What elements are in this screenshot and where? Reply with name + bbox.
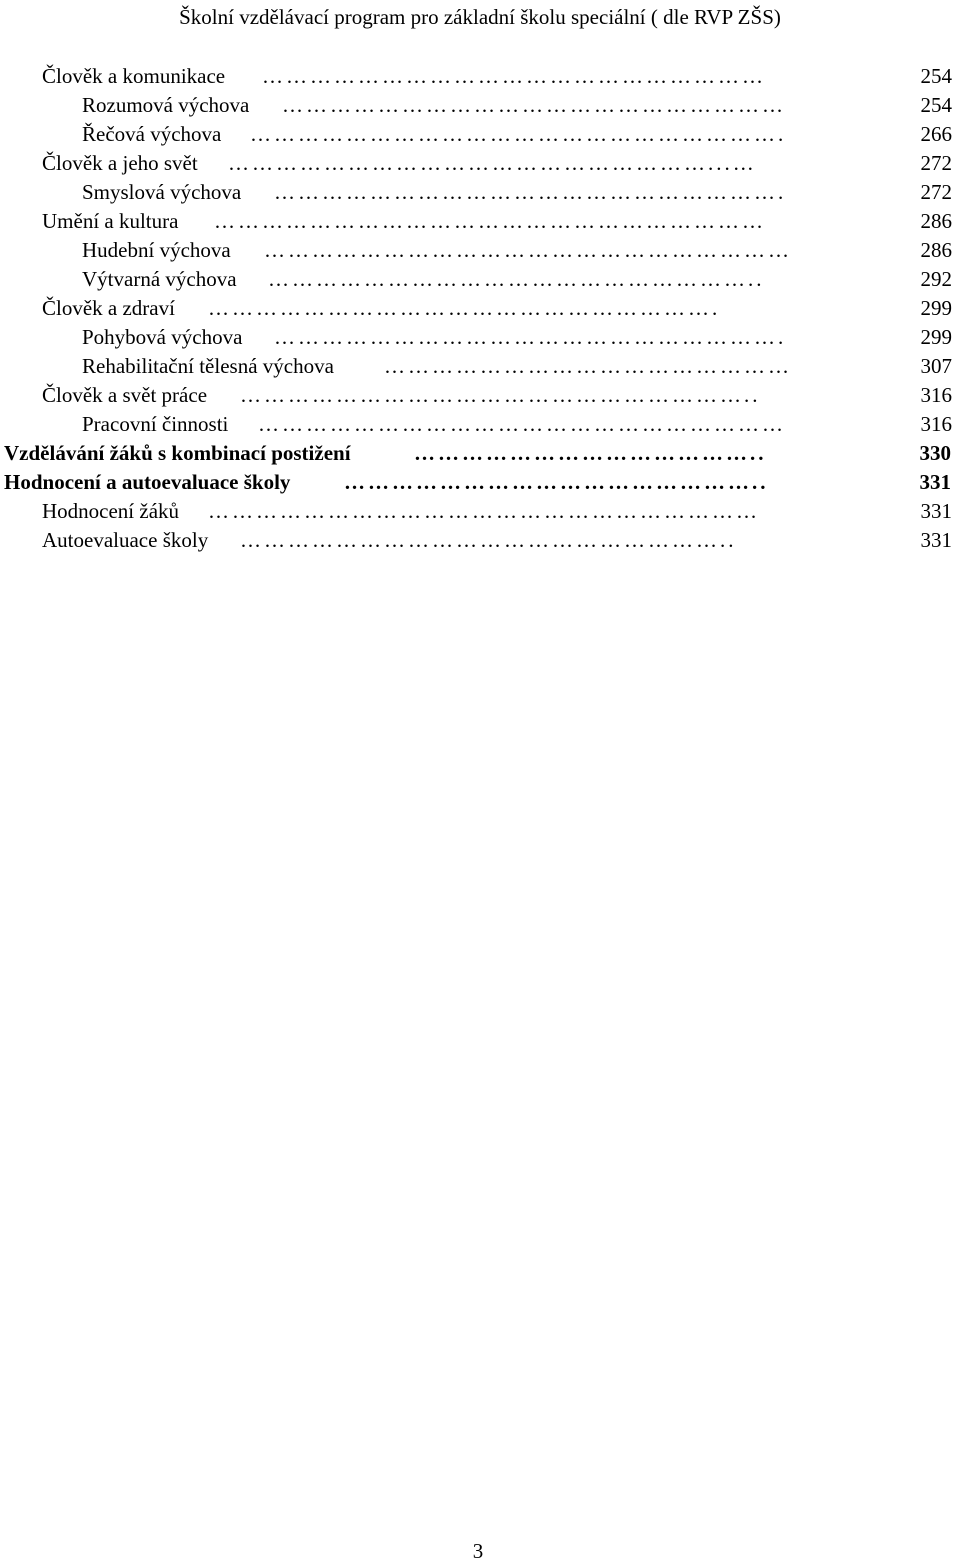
- toc-entry[interactable]: [0, 120, 960, 149]
- toc-entry-title: Člověk a jeho svět: [42, 151, 198, 175]
- toc-entry-leader: ……………………………………………………..: [268, 267, 765, 291]
- toc-entry-page: 331: [920, 528, 952, 552]
- toc-entry-title: Výtvarná výchova: [82, 267, 237, 291]
- toc-entry-leader: ……………………………………………………….: [208, 296, 721, 320]
- toc-entry-page: 299: [920, 296, 952, 320]
- toc-entry[interactable]: [0, 323, 960, 352]
- toc-entry-page: 266: [920, 122, 952, 146]
- toc-entry-leader: ……………………………………………..: [344, 470, 769, 494]
- toc-entry-leader: ………………………………………………………: [282, 93, 786, 117]
- toc-entry[interactable]: [0, 265, 960, 294]
- toc-entry-title: Hudební výchova: [82, 238, 231, 262]
- toc-entry-leader: ……………………………………………………….: [274, 325, 787, 349]
- toc-entry-page: 316: [920, 412, 952, 436]
- toc-entry-title: Pracovní činnosti: [82, 412, 229, 436]
- toc-entry-page: 272: [920, 180, 952, 204]
- toc-entry-leader: ……………………………………………………….: [274, 180, 787, 204]
- toc-entry-page: 299: [920, 325, 952, 349]
- toc-entry-title: Hodnocení a autoevaluace školy: [4, 470, 291, 494]
- toc-entry[interactable]: [0, 410, 960, 439]
- toc-entry-title: Řečová výchova: [82, 122, 222, 146]
- toc-entry-page: 292: [920, 267, 952, 291]
- toc-entry-page: 286: [920, 209, 952, 233]
- toc-entry-leader: ……………………………………………………..: [240, 528, 737, 552]
- toc-entry-leader: …………………………………………………………: [264, 238, 792, 262]
- toc-entry-page: 254: [920, 93, 952, 117]
- toc-entry[interactable]: [0, 236, 960, 265]
- toc-entry-page: 307: [920, 354, 952, 378]
- toc-entry-page: 316: [920, 383, 952, 407]
- toc-entry[interactable]: [0, 294, 960, 323]
- toc-entry-title: Pohybová výchova: [82, 325, 243, 349]
- toc-entry-leader: ……………………………………………………...…: [228, 151, 757, 175]
- toc-entry-leader: ……………………………………..: [414, 441, 767, 465]
- toc-entry-page: 331: [919, 470, 951, 494]
- page-header: Školní vzdělávací program pro základní školu speciální ( dle RVP ZŠS): [179, 5, 781, 29]
- toc-entry-title: Vzdělávání žáků s kombinací postižení: [4, 441, 351, 465]
- toc-entry[interactable]: [0, 439, 960, 468]
- toc-entry-leader: ……………………………………………………………: [214, 209, 766, 233]
- toc-entry[interactable]: [0, 468, 960, 497]
- toc-entry-title: Rehabilitační tělesná výchova: [82, 354, 334, 378]
- toc-entry-page: 254: [920, 64, 952, 88]
- toc-entry-leader: ………………………………………………………: [262, 64, 766, 88]
- toc-entry-leader: ………………………………………………………..: [240, 383, 761, 407]
- toc-entry[interactable]: [0, 149, 960, 178]
- toc-entry[interactable]: [0, 62, 960, 91]
- toc-entry-leader: ……………………………………………………………: [208, 499, 760, 523]
- toc-entry-title: Člověk a komunikace: [42, 64, 226, 88]
- toc-entry[interactable]: [0, 352, 960, 381]
- toc-entry-page: 330: [919, 441, 951, 465]
- toc-entry-page: 286: [920, 238, 952, 262]
- toc-entry-title: Autoevaluace školy: [42, 528, 209, 552]
- toc-entry[interactable]: [0, 381, 960, 410]
- table-of-contents: [0, 62, 960, 555]
- toc-entry-title: Smyslová výchova: [82, 180, 242, 204]
- toc-entry-title: Umění a kultura: [42, 209, 179, 233]
- toc-entry[interactable]: [0, 497, 960, 526]
- page-number: 3: [472, 1539, 484, 1563]
- toc-entry-page: 272: [920, 151, 952, 175]
- toc-entry-title: Rozumová výchova: [82, 93, 250, 117]
- toc-entry[interactable]: [0, 91, 960, 120]
- toc-entry-title: Člověk a zdraví: [42, 296, 175, 320]
- toc-entry-leader: ……………………………………………: [384, 354, 792, 378]
- toc-entry-page: 331: [920, 499, 952, 523]
- toc-entry-leader: ………………………………………………………….: [250, 122, 787, 146]
- toc-entry-title: Hodnocení žáků: [42, 499, 180, 523]
- toc-entry-leader: …………………………………………………………: [258, 412, 786, 436]
- toc-entry[interactable]: [0, 178, 960, 207]
- toc-entry-title: Člověk a svět práce: [42, 383, 208, 407]
- toc-entry[interactable]: [0, 526, 960, 555]
- toc-entry[interactable]: [0, 207, 960, 236]
